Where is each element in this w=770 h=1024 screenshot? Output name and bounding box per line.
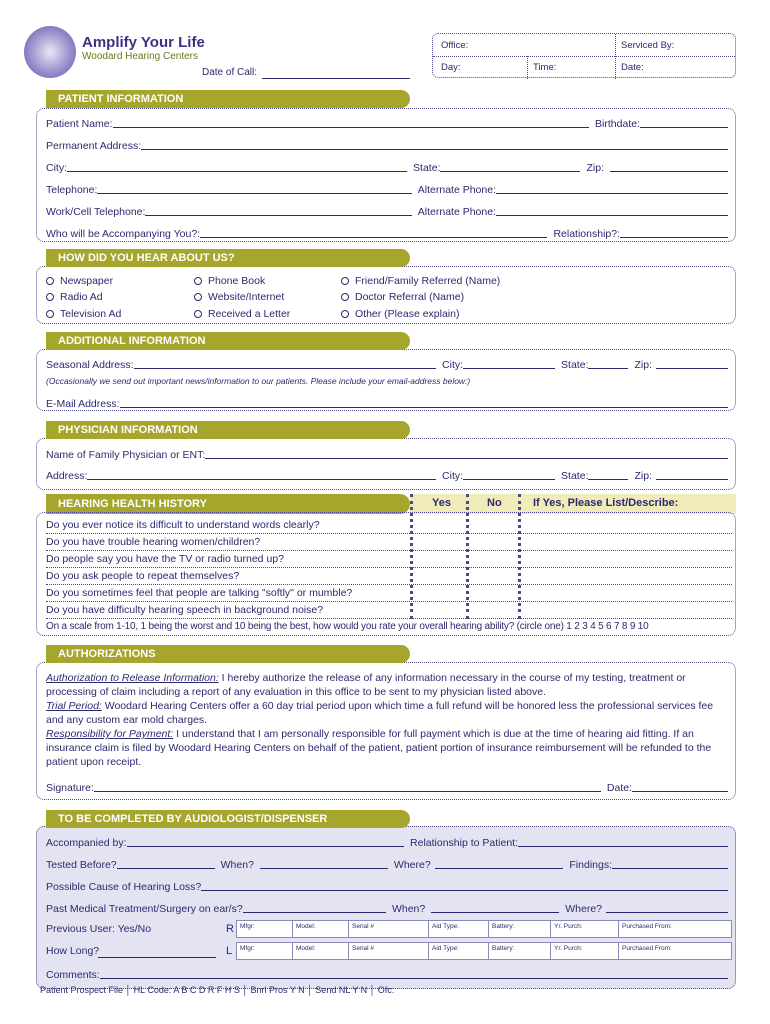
state-field[interactable] [588,479,628,480]
relationship-field[interactable] [518,846,728,847]
hhh-header: HEARING HEALTH HISTORY [46,494,410,514]
option-doctor-referral[interactable] [341,291,464,303]
payment-heading: Responsibility for Payment: [46,728,174,740]
tested-before-field[interactable] [117,868,215,869]
when-field[interactable] [431,912,559,913]
physician-info-header: PHYSICIAN INFORMATION [46,421,410,439]
model-cell[interactable]: Model: [293,921,349,937]
logo-subtitle: Woodard Hearing Centers [82,51,198,62]
accompany-field[interactable] [200,237,547,238]
option-label: Phone Book [208,275,266,287]
city-label: City: [442,470,464,482]
alt-phone-2-label: Alternate Phone: [417,206,496,218]
no-column-divider [466,494,469,619]
purchased-from-cell[interactable]: Purchased From: [622,945,672,952]
radio-icon[interactable] [46,293,54,301]
where-field[interactable] [606,912,728,913]
no-column-header: No [487,497,502,509]
relationship-label: Relationship?: [553,228,620,240]
day-label: Day: [441,62,461,73]
accompanied-by-label: Accompanied by: [46,837,127,849]
relationship-label: Relationship to Patient: [410,837,518,849]
comments-label: Comments: [46,969,100,981]
email-field[interactable] [120,407,728,408]
authorizations-header: AUTHORIZATIONS [46,645,410,663]
seasonal-address-label: Seasonal Address: [46,359,134,371]
year-purchased-cell[interactable]: Yr. Purch: [551,943,619,959]
cause-label: Possible Cause of Hearing Loss? [46,881,202,893]
patient-name-field[interactable] [113,127,590,128]
option-label: Doctor Referral (Name) [355,291,465,303]
yes-column-divider [410,494,413,619]
past-treatment-label: Past Medical Treatment/Surgery on ear/s? [46,903,243,915]
yes-column-header: Yes [432,497,451,509]
physician-name-label: Name of Family Physician or ENT: [46,449,206,461]
year-purchased-cell[interactable]: Yr. Purch: [551,921,619,937]
mfgr-cell[interactable]: Mfgr: [237,943,293,959]
audiologist-header: TO BE COMPLETED BY AUDIOLOGIST/DISPENSER [46,810,410,828]
describe-column-header: If Yes, Please List/Describe: [533,497,679,509]
email-label: E-Mail Address: [46,398,120,410]
option-label: Friend/Family Referred (Name) [355,275,501,287]
question-text: Do you ever notice its difficult to understand words clearly? [46,519,320,531]
office-footer: Patient Prospect File │ HL Code: A B C D R F H S │ Bnrl Pros Y N │ Send NL Y N │ Ofc: [40,985,395,995]
work-tel-label: Work/Cell Telephone: [46,206,146,218]
option-label: Received a Letter [208,308,291,320]
telephone-field[interactable] [97,193,411,194]
state-label: State: [561,470,589,482]
alt-phone-2-field[interactable] [496,215,728,216]
city-label: City: [46,162,67,174]
option-tv-ad[interactable] [46,308,121,320]
tested-before-label: Tested Before? [46,859,117,871]
comments-field[interactable] [100,978,728,979]
date-label: Date: [621,62,644,73]
logo-title: Amplify Your Life [82,34,205,51]
alt-phone-label: Alternate Phone: [417,184,496,196]
aid-type-cell[interactable]: Aid Type: [429,921,489,937]
address-label: Permanent Address: [46,140,142,152]
date-of-call-label: Date of Call: [202,67,258,78]
work-tel-field[interactable] [145,215,411,216]
option-letter[interactable] [194,308,290,320]
relationship-field[interactable] [620,237,728,238]
radio-icon[interactable] [46,277,54,285]
state-label: State: [413,162,441,174]
radio-icon[interactable] [46,310,54,318]
release-heading: Authorization to Release Information: [46,672,219,684]
payment-text: I understand that I am personally responsible for full payment which is due at the time of hearing aid fitting. If an insurance claim is filed by Woodard Hearing Centers on behalf of the patient, patient portion of insurance reimbursement will be refunded to the patient upon receipt. [46,728,712,768]
alt-phone-field[interactable] [496,193,728,194]
question-row [46,534,732,551]
time-label: Time: [533,62,557,73]
where-label: Where? [393,859,431,871]
zip-field[interactable] [610,171,728,172]
when-label: When? [220,859,254,871]
cause-field[interactable] [201,890,728,891]
serial-cell[interactable]: Serial # [349,921,429,937]
city-field[interactable] [463,368,555,369]
radio-icon[interactable] [194,310,202,318]
option-other[interactable] [341,308,459,320]
trial-text: Woodard Hearing Centers offer a 60 day trial period upon which time a full refund will be honored less the professional services fee and any custom ear mold charges. [46,700,714,726]
hearing-scale-question[interactable]: On a scale from 1-10, 1 being the worst and 10 being the best, how would you rate your overall hearing ability? (circle one) 1 2 3 4 5 6 7 8 9 10 [46,621,649,632]
findings-label: Findings: [569,859,612,871]
question-text: Do you have difficulty hearing speech in background noise? [46,604,324,616]
address-field[interactable] [141,149,728,150]
physician-address-field[interactable] [87,479,436,480]
divider [433,56,735,57]
purchased-from-cell[interactable]: Purchased From: [622,923,672,930]
option-label: Television Ad [60,308,122,320]
model-cell[interactable]: Model: [293,943,349,959]
option-label: Radio Ad [60,291,103,303]
zip-label: Zip: [634,359,652,371]
hear-about-header: HOW DID YOU HEAR ABOUT US? [46,249,410,267]
birthdate-label: Birthdate: [595,118,640,130]
where-field[interactable] [435,868,564,869]
accompanied-by-field[interactable] [127,846,404,847]
email-note: (Occasionally we send out important news/information to our patients. Please include your email-address below:) [46,376,471,386]
signature-label: Signature: [46,782,94,794]
right-ear-label: R [226,923,234,935]
accompany-label: Who will be Accompanying You?: [46,228,201,240]
office-label: Office: [441,40,469,51]
question-text: Do you ask people to repeat themselves? [46,570,240,582]
mfgr-cell[interactable]: Mfgr: [237,921,293,937]
divider [615,34,616,79]
option-label: Website/Internet [208,291,285,303]
when-label: When? [391,903,426,915]
when-field[interactable] [260,868,388,869]
left-aid-table[interactable] [236,942,732,960]
physician-name-field[interactable] [205,458,728,459]
radio-icon[interactable] [194,277,202,285]
state-field[interactable] [588,368,628,369]
physician-address-label: Address: [46,470,88,482]
zip-field[interactable] [656,479,728,480]
question-row [46,517,732,534]
question-text: Do you have trouble hearing women/children? [46,536,261,548]
patient-info-header: PATIENT INFORMATION [46,90,410,108]
date-of-call-field[interactable] [262,78,410,79]
option-radio-ad[interactable] [46,291,103,303]
where-label: Where? [565,903,602,915]
right-aid-table[interactable] [236,920,732,938]
question-row [46,551,732,568]
additional-info-header: ADDITIONAL INFORMATION [46,332,410,350]
question-text: Do you sometimes feel that people are talking "softly" or mumble? [46,587,353,599]
trial-heading: Trial Period: [46,700,102,712]
signature-field[interactable] [94,791,601,792]
radio-icon[interactable] [341,293,349,301]
radio-icon[interactable] [341,310,349,318]
state-label: State: [561,359,589,371]
past-treatment-field[interactable] [243,912,386,913]
radio-icon[interactable] [341,277,349,285]
question-row [46,585,732,602]
option-label: Other (Please explain) [355,308,460,320]
option-newspaper[interactable] [46,275,113,287]
patient-name-label: Patient Name: [46,118,113,130]
option-website[interactable] [194,291,284,303]
question-row [46,602,732,619]
option-label: Newspaper [60,275,114,287]
left-ear-label: L [226,945,233,957]
city-label: City: [442,359,464,371]
previous-user-label: Previous User: Yes/No [46,923,152,935]
telephone-label: Telephone: [46,184,98,196]
describe-column-divider [518,494,521,619]
divider [527,56,528,79]
serviced-by-label: Serviced By: [621,40,675,51]
how-long-label: How Long? [46,945,100,957]
city-field[interactable] [463,479,555,480]
findings-field[interactable] [612,868,728,869]
office-box [432,33,736,78]
serial-cell[interactable]: Serial # [349,943,429,959]
seasonal-address-field[interactable] [134,368,436,369]
question-row [46,568,732,585]
battery-cell[interactable]: Battery: [489,921,551,937]
battery-cell[interactable]: Battery: [489,943,551,959]
zip-field[interactable] [656,368,728,369]
zip-label: Zip: [586,162,604,174]
birthdate-field[interactable] [640,127,728,128]
release-text: I hereby authorize the release of any information necessary in the course of my testing, treatment or processing of claim including a report of any evaluation in this office to be sent to my physician listed above. [46,672,686,698]
authorization-text [46,671,730,769]
aid-type-cell[interactable]: Aid Type: [429,943,489,959]
state-field[interactable] [440,171,580,172]
radio-icon[interactable] [194,293,202,301]
city-field[interactable] [67,171,407,172]
option-friend-referred[interactable] [341,275,500,287]
date-label: Date: [606,782,632,794]
date-field[interactable] [632,791,728,792]
zip-label: Zip: [634,470,652,482]
how-long-field[interactable] [98,957,216,958]
company-logo [24,26,76,78]
question-text: Do people say you have the TV or radio turned up? [46,553,284,565]
option-phone-book[interactable] [194,275,265,287]
